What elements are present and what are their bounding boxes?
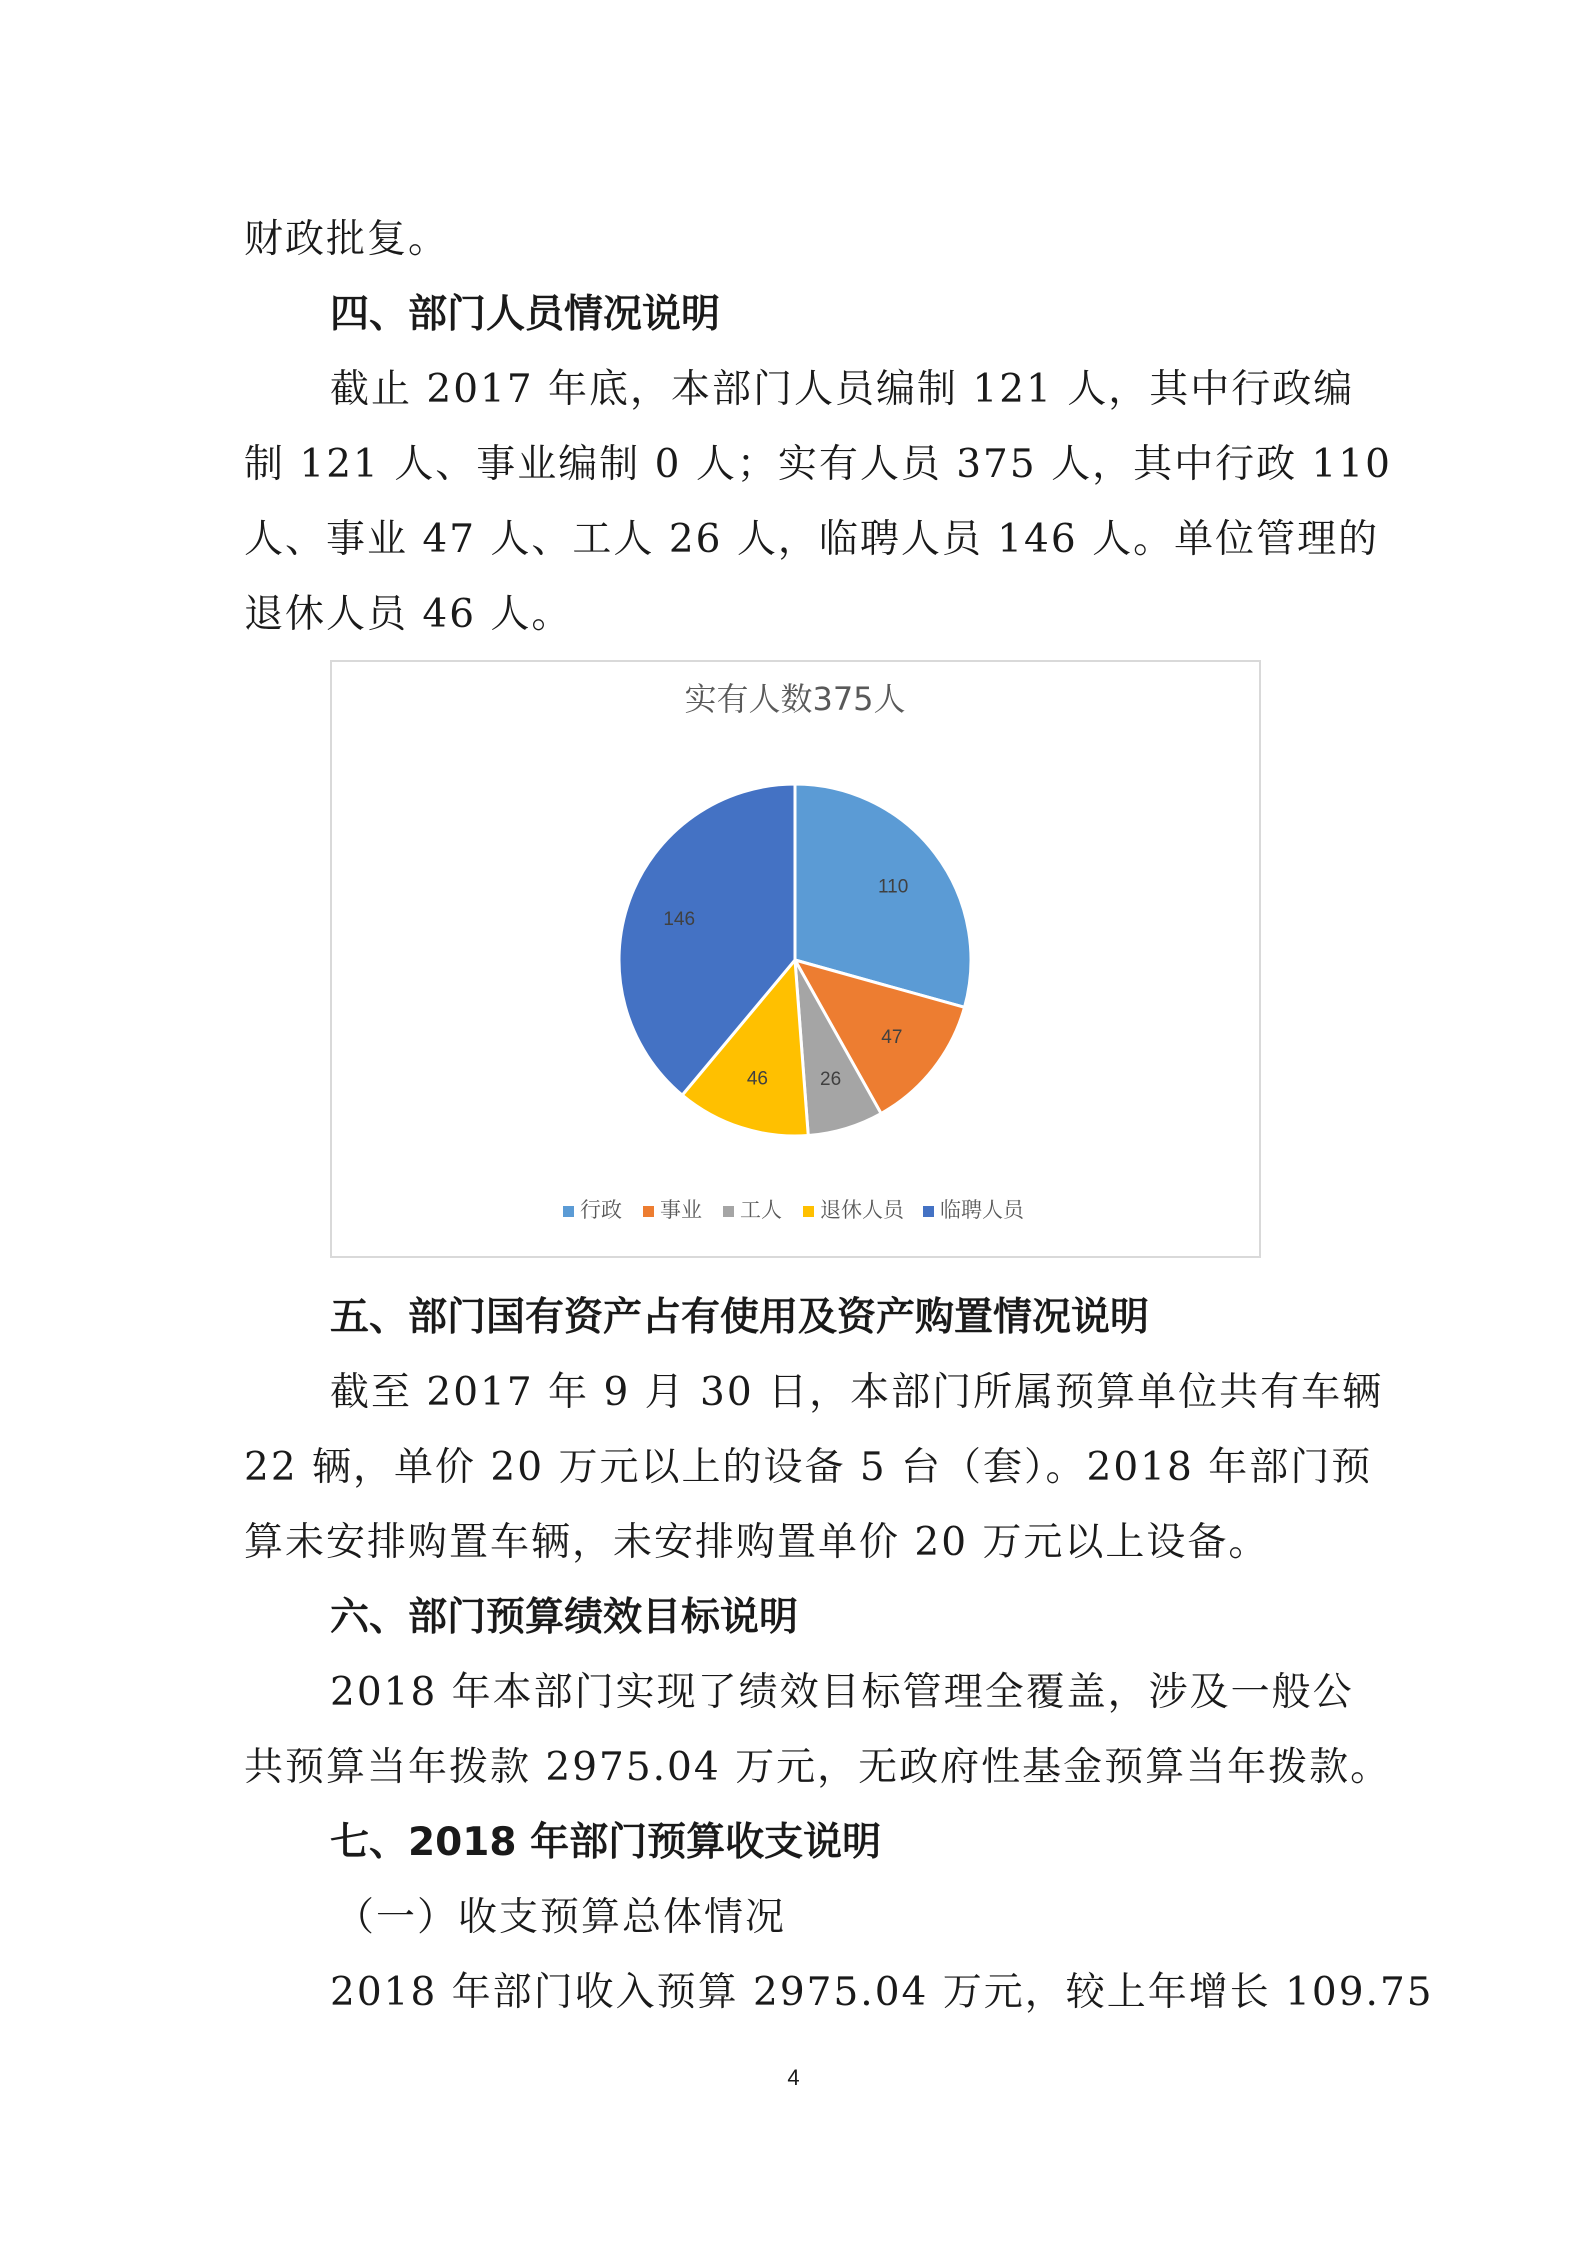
- data-label: 110: [877, 876, 909, 898]
- pie-chart: [330, 660, 1261, 1258]
- legend-label: 工人: [740, 1198, 782, 1222]
- legend-swatch: [643, 1206, 654, 1217]
- paragraph-line: 截至 2017 年 9 月 30 日，本部门所属预算单位共有车辆: [330, 1370, 1384, 1415]
- paragraph-line: 22 辆，单价 20 万元以上的设备 5 台（套）。2018 年部门预: [244, 1445, 1373, 1490]
- pie-chart-svg: [332, 662, 1259, 1256]
- paragraph-line: 制 121 人、事业编制 0 人；实有人员 375 人，其中行政 110: [244, 442, 1392, 487]
- section-heading-6: 六、部门预算绩效目标说明: [330, 1595, 799, 1640]
- paragraph-line: 退休人员 46 人。: [244, 592, 573, 637]
- section-heading-4: 四、部门人员情况说明: [330, 292, 721, 337]
- data-label: 146: [663, 909, 696, 931]
- legend-label: 事业: [660, 1198, 702, 1222]
- data-label: 26: [820, 1068, 842, 1090]
- section-heading-5: 五、部门国有资产占有使用及资产购置情况说明: [330, 1295, 1150, 1340]
- data-label: 47: [881, 1027, 903, 1049]
- paragraph-line: 截止 2017 年底，本部门人员编制 121 人，其中行政编: [330, 367, 1355, 412]
- chart-title: 实有人数375人: [684, 680, 906, 718]
- paragraph-line: 共预算当年拨款 2975.04 万元，无政府性基金预算当年拨款。: [244, 1745, 1392, 1790]
- paragraph-line: 算未安排购置车辆，未安排购置单价 20 万元以上设备。: [244, 1520, 1270, 1565]
- legend-label: 行政: [580, 1198, 622, 1222]
- data-label: 46: [746, 1068, 768, 1090]
- paragraph-line: 2018 年本部门实现了绩效目标管理全覆盖，涉及一般公: [330, 1670, 1354, 1715]
- page-number: 4: [787, 2065, 800, 2090]
- subsection-heading: （一）收支预算总体情况: [335, 1895, 787, 1940]
- legend-swatch: [803, 1206, 814, 1217]
- legend-swatch: [923, 1206, 934, 1217]
- legend-swatch: [723, 1206, 734, 1217]
- paragraph-line: 2018 年部门收入预算 2975.04 万元，较上年增长 109.75: [330, 1970, 1434, 2015]
- paragraph-line: 人、事业 47 人、工人 26 人，临聘人员 146 人。单位管理的: [244, 517, 1380, 562]
- legend-label: 临聘人员: [940, 1198, 1024, 1222]
- section-heading-7: 七、2018 年部门预算收支说明: [330, 1820, 882, 1865]
- legend-label: 退休人员: [820, 1198, 904, 1222]
- paragraph-line: 财政批复。: [244, 217, 450, 262]
- legend-swatch: [563, 1206, 574, 1217]
